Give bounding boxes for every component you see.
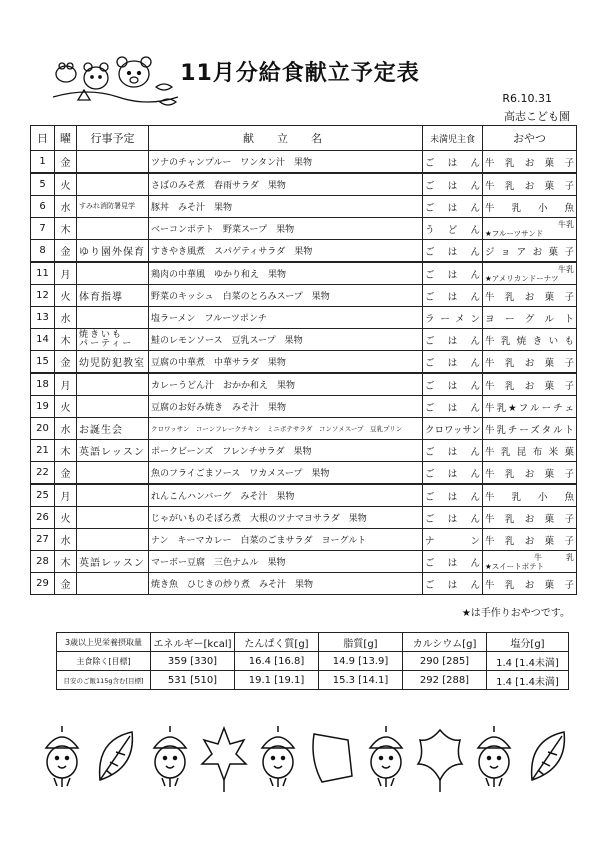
nutrition-header-row [57,633,569,652]
event-cell [77,218,149,240]
event-cell [77,262,149,285]
day-cell: 12 [31,285,55,307]
day-cell: 25 [31,484,55,507]
weekday-cell: 木 [55,440,77,462]
menu-row [31,240,577,263]
snack-cell: ヨーグルト [483,307,577,329]
snack-line: 牛乳 [558,219,574,229]
event-cell [77,151,149,174]
leaf-icon [100,732,133,780]
dish-cell: さばのみそ煮 春雨サラダ 果物 [149,173,423,196]
snack-cell: 牛乳お菓子 [483,151,577,174]
staple-cell: ごはん [423,351,483,374]
snack-cell: 牛乳お菓子 [483,351,577,374]
day-cell: 8 [31,240,55,263]
weekday-cell: 月 [55,484,77,507]
weekday-cell: 木 [55,218,77,240]
weekday-cell: 水 [55,196,77,218]
menu-row [31,307,577,329]
day-cell: 14 [31,329,55,351]
nutrition-body [57,633,569,690]
snack-cell: 牛乳お菓子 [483,462,577,485]
staple-cell: ごはん [423,396,483,418]
dish-cell: 焼き魚 ひじきの炒り煮 みそ汁 果物 [149,573,423,595]
day-cell: 26 [31,507,55,529]
nutrition-value: 14.9 [13.9] [319,652,403,671]
acorn-icon [478,726,510,787]
staple-cell: ラーメン [423,307,483,329]
staple-cell: クロワッサン [423,418,483,440]
acorn-icon [46,726,78,787]
menu-row [31,440,577,462]
menu-row [31,529,577,551]
menu-row [31,418,577,440]
snack-line: ★アメリカンドーナツ [485,273,559,283]
snack-cell [483,218,577,240]
weekday-cell: 火 [55,173,77,196]
acorn-icon [262,726,294,787]
nutrition-value: エネルギー[kcal] [151,633,235,652]
weekday-cell: 月 [55,373,77,396]
header-snack: おやつ [483,126,577,151]
weekday-cell: 水 [55,307,77,329]
menu-body [31,151,577,595]
day-cell: 27 [31,529,55,551]
staple-cell: うどん [423,218,483,240]
event-cell [77,173,149,196]
nutrition-value: 15.3 [14.1] [319,671,403,690]
menu-row [31,373,577,396]
snack-line: ★スイートポテト [485,561,545,571]
page-title: 11月分給食献立予定表 [180,61,420,86]
nutrition-value: 359 [330] [151,652,235,671]
snack-cell: 牛乳★フルーチェ [483,396,577,418]
nutrition-value: 16.4 [16.8] [235,652,319,671]
issue-date: R6.10.31 [502,92,552,105]
snack-cell: 牛乳お菓子 [483,285,577,307]
weekday-cell: 金 [55,462,77,485]
nutrition-value: 290 [285] [403,652,487,671]
menu-row [31,285,577,307]
header-day: 日 [31,126,55,151]
snack-line: ★フルーツサンド [485,228,544,238]
nutrition-row [57,671,569,690]
day-cell: 11 [31,262,55,285]
menu-table [30,125,577,595]
dish-cell: マーボー豆腐 三色ナムル 果物 [149,551,423,573]
staple-cell: ごはん [423,551,483,573]
snack-cell [483,262,577,285]
weekday-cell: 木 [55,551,77,573]
dish-cell: 豆腐の中華煮 中華サラダ 果物 [149,351,423,374]
nutrition-value: 19.1 [19.1] [235,671,319,690]
menu-row [31,507,577,529]
menu-row [31,484,577,507]
weekday-cell: 月 [55,262,77,285]
nutrition-value: 脂質[g] [319,633,403,652]
leaf-icon [313,734,352,782]
event-cell [77,307,149,329]
weekday-cell: 金 [55,573,77,595]
staple-cell: ごはん [423,507,483,529]
nutrition-row [57,652,569,671]
nutrition-table [56,632,569,690]
day-cell: 20 [31,418,55,440]
event-cell: すみれ消防署見学 [77,196,149,218]
weekday-cell: 金 [55,351,77,374]
weekday-cell: 火 [55,285,77,307]
event-cell: 英語レッスン [77,440,149,462]
event-cell [77,396,149,418]
day-cell: 19 [31,396,55,418]
day-cell: 13 [31,307,55,329]
day-cell: 21 [31,440,55,462]
event-cell [77,484,149,507]
nutrition-value: 1.4 [1.4未満] [487,671,569,690]
nutrition-value: 531 [510] [151,671,235,690]
staple-cell: ごはん [423,173,483,196]
dish-cell: ベーコンポテト 野菜スープ 果物 [149,218,423,240]
nutrition-value: たんぱく質[g] [235,633,319,652]
dish-cell: 鮭のレモンソース 豆乳スープ 果物 [149,329,423,351]
event-cell: 幼児防犯教室 [77,351,149,374]
snack-cell: 牛乳チーズタルト [483,418,577,440]
staple-cell: ごはん [423,262,483,285]
dish-cell: 塩ラーメン フルーツポンチ [149,307,423,329]
dish-cell: 豆腐のお好み焼き みそ汁 果物 [149,396,423,418]
event-cell [77,462,149,485]
dish-cell: クロワッサン コーンフレークチキン ミニボテサラダ コンソメスープ 豆乳プリン [149,418,423,440]
snack-cell [483,551,577,573]
acorn-icon [154,726,186,787]
dish-cell: ポークビーンズ フレンチサラダ 果物 [149,440,423,462]
day-cell: 28 [31,551,55,573]
nutrition-label: 3歳以上児栄養摂取量 [57,633,151,652]
dish-cell: 豚丼 みそ汁 果物 [149,196,423,218]
staple-cell: ナン [423,529,483,551]
staple-cell: ごはん [423,196,483,218]
menu-row [31,173,577,196]
nutrition-value: 1.4 [1.4未満] [487,652,569,671]
day-cell: 15 [31,351,55,374]
event-cell: 英語レッスン [77,551,149,573]
dish-cell: 鶏肉の中華風 ゆかり和え 果物 [149,262,423,285]
snack-cell: ジョアお菓子 [483,240,577,263]
snack-cell: 牛乳小魚 [483,484,577,507]
snack-cell: 牛乳お菓子 [483,173,577,196]
day-cell: 29 [31,573,55,595]
leaf-icon [418,730,462,792]
staple-cell: ごはん [423,484,483,507]
event-cell: お誕生会 [77,418,149,440]
dish-cell: じゃがいものそぼろ煮 大根のツナマヨサラダ 果物 [149,507,423,529]
menu-row [31,462,577,485]
staple-cell: ごはん [423,151,483,174]
nutrition-label: 主食除く[目標] [57,652,151,671]
snack-cell: 牛乳小魚 [483,196,577,218]
day-cell: 22 [31,462,55,485]
staple-cell: ごはん [423,240,483,263]
nutrition-value: 292 [288] [403,671,487,690]
handmade-note: ★は手作りおやつです。 [461,608,570,619]
menu-header-row [31,126,577,151]
day-cell: 5 [31,173,55,196]
event-cell [77,329,149,351]
menu-row [31,151,577,174]
staple-cell: ごはん [423,373,483,396]
leaf-icon [202,728,246,792]
dish-cell: すきやき風煮 スパゲティサラダ 果物 [149,240,423,263]
nutrition-value: 塩分[g] [487,633,569,652]
staple-cell: ごはん [423,573,483,595]
snack-cell: 牛乳お菓子 [483,573,577,595]
weekday-cell: 火 [55,507,77,529]
staple-cell: ごはん [423,285,483,307]
weekday-cell: 水 [55,418,77,440]
leaf-icon [532,732,565,780]
event-line: パーティー [79,338,134,349]
menu-row [31,396,577,418]
snack-cell: 牛乳お菓子 [483,507,577,529]
weekday-cell: 水 [55,529,77,551]
dish-cell: 野菜のキッシュ 白菜のとろみスープ 果物 [149,285,423,307]
menu-row [31,351,577,374]
snack-cell: 牛乳お菓子 [483,373,577,396]
weekday-cell: 木 [55,329,77,351]
menu-row [31,329,577,351]
snack-cell: 牛乳焼きいも [483,329,577,351]
event-cell [77,573,149,595]
weekday-cell: 金 [55,151,77,174]
header-dow: 曜 [55,126,77,151]
staple-cell: ごはん [423,440,483,462]
dish-cell: れんこんハンバーグ みそ汁 果物 [149,484,423,507]
snack-line: 牛 乳 [534,552,574,562]
event-line: 焼きいも [79,329,124,340]
dish-cell: 魚のフライごまソース ワカメスープ 果物 [149,462,423,485]
snack-cell: 牛乳昆布米菓 [483,440,577,462]
acorn-icon [370,726,402,787]
header-event: 行事予定 [77,126,149,151]
school-name: 高志こども園 [504,110,570,123]
menu-row [31,573,577,595]
event-cell [77,529,149,551]
dish-cell: カレーうどん汁 おかか和え 果物 [149,373,423,396]
staple-cell: ごはん [423,462,483,485]
snack-line: 牛乳 [558,264,574,274]
event-cell [77,507,149,529]
weekday-cell: 金 [55,240,77,263]
event-cell [77,373,149,396]
dish-cell: ツナのチャンプルー ワンタン汁 果物 [149,151,423,174]
menu-row [31,262,577,285]
nutrition-value: カルシウム[g] [403,633,487,652]
event-cell: ゆり園外保育 [77,240,149,263]
day-cell: 6 [31,196,55,218]
dish-cell: ナン キーマカレー 白菜のごまサラダ ヨーグルト [149,529,423,551]
day-cell: 7 [31,218,55,240]
header-staple: 未満児主食 [423,126,483,151]
menu-row [31,196,577,218]
weekday-cell: 火 [55,396,77,418]
header-menu: 献 立 名 [149,126,423,151]
snack-cell: 牛乳お菓子 [483,529,577,551]
menu-row [31,218,577,240]
footer-acorn-leaf-illustration [40,720,570,800]
day-cell: 18 [31,373,55,396]
day-cell: 1 [31,151,55,174]
nutrition-label: 目安のご飯115g含む[目標] [57,671,151,690]
menu-row [31,551,577,573]
staple-cell: ごはん [423,329,483,351]
event-cell: 体育指導 [77,285,149,307]
